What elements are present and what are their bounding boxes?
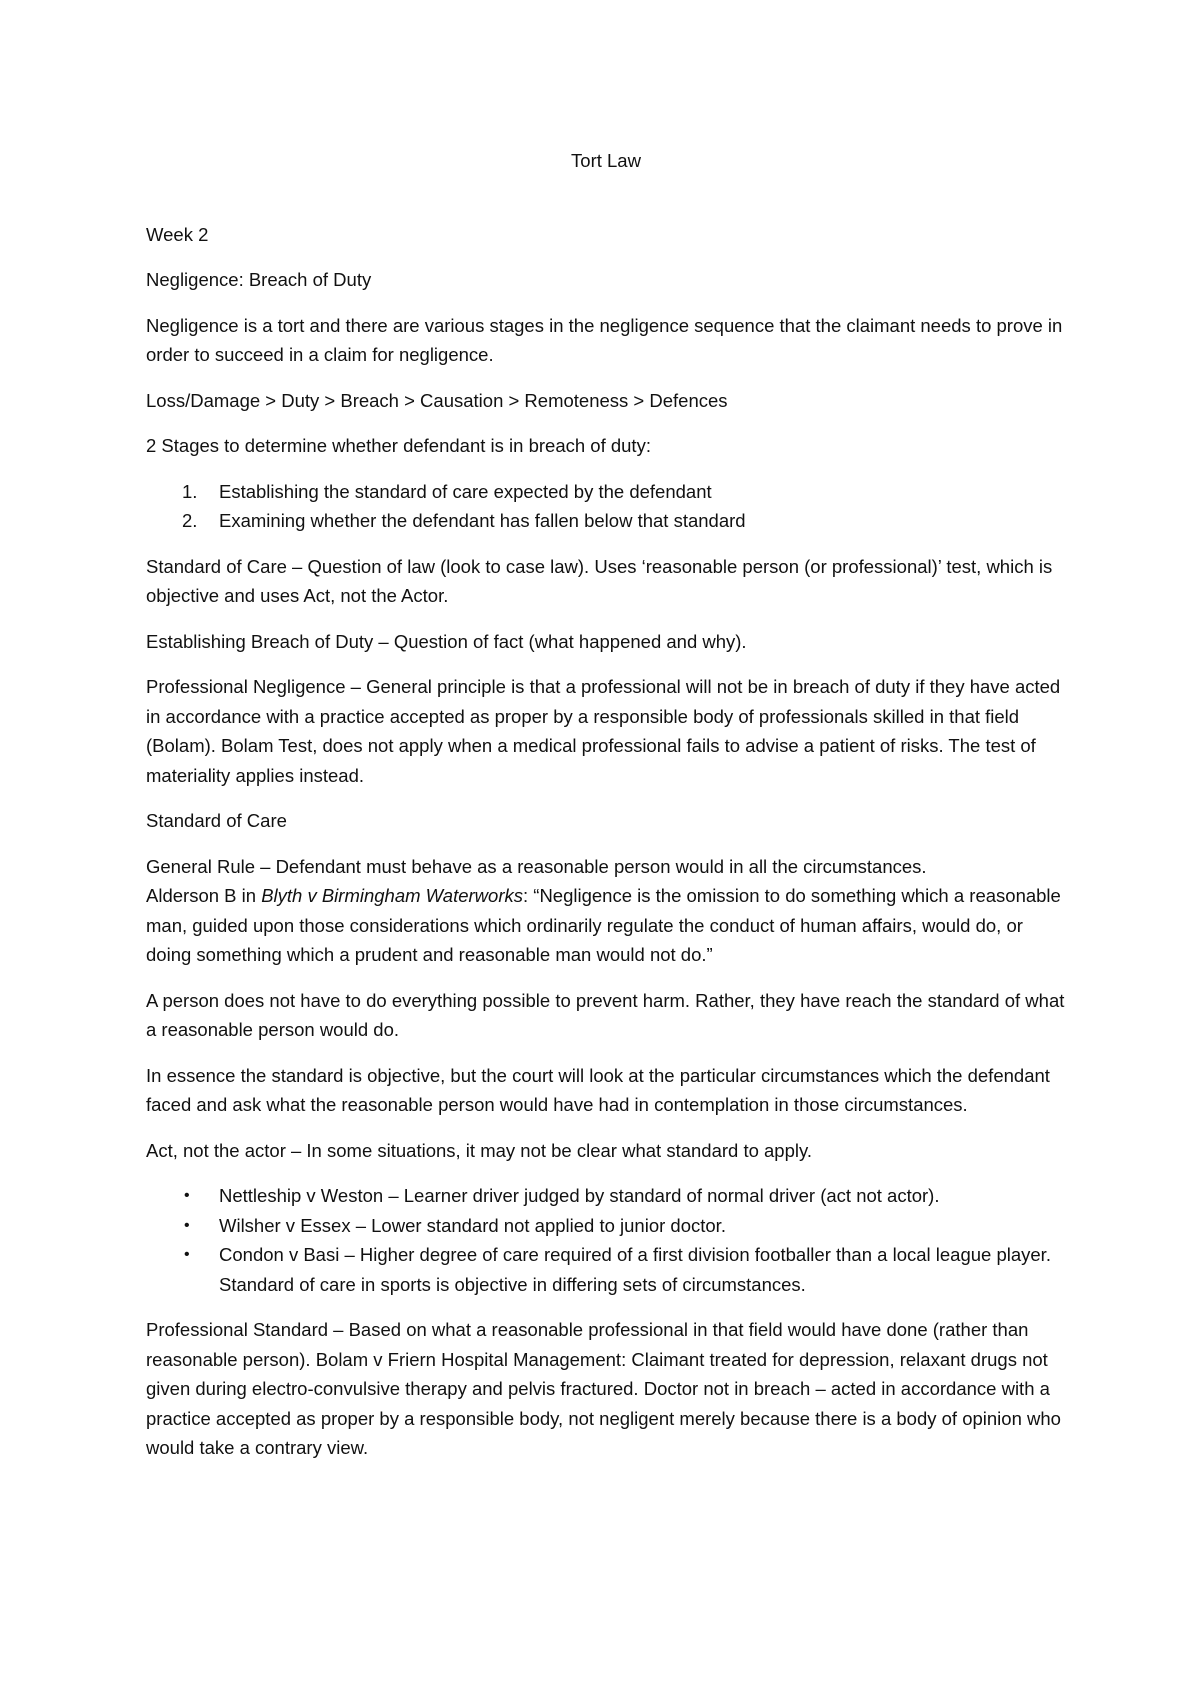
list-item-text: Establishing the standard of care expected by the defendant bbox=[219, 480, 712, 502]
week-label: Week 2 bbox=[146, 223, 209, 245]
reasonable-person-paragraph: A person does not have to do everything possible to prevent harm. Rather, they have reach the standard of what a reasonable person would do. bbox=[146, 989, 1065, 1040]
cases-list bbox=[146, 1181, 1066, 1299]
stages-list bbox=[146, 477, 1066, 536]
case-text: Nettleship v Weston – Learner driver judged by standard of normal driver (act not actor). bbox=[219, 1185, 940, 1206]
list-number: 2. bbox=[182, 510, 198, 531]
list-item bbox=[146, 477, 1066, 507]
list-item bbox=[146, 1240, 1066, 1299]
alderson-prefix: Alderson B in bbox=[146, 885, 262, 906]
general-rule-line: General Rule – Defendant must behave as a reasonable person would in all the circumstances. bbox=[146, 855, 927, 877]
standard-of-care-paragraph: Standard of Care – Question of law (look to case law). Uses ‘reasonable person (or professional)’ test, which is objective and uses Act, not the Actor. bbox=[146, 555, 1053, 606]
alderson-quote: : “Negligence is the omission to do something which a reasonable man, guided upon those considerations which ordinarily regulate the conduct of human affairs, would do, or doing something which a prudent and reasonable man would not do.” bbox=[146, 885, 1061, 965]
list-number: 1. bbox=[182, 480, 198, 502]
bullet-icon: • bbox=[184, 1246, 190, 1263]
professional-negligence-paragraph: Professional Negligence – General principle is that a professional will not be in breach of duty if they have acted in accordance with a practice accepted as proper by a responsible body of professionals skilled in that field (Bolam). Bolam Test, does not apply when a medical professional fails to advise a patient of risks. The test of materiality applies instead. bbox=[146, 676, 1061, 786]
list-item-text: Examining whether the defendant has fallen below that standard bbox=[219, 510, 746, 531]
bullet-icon: • bbox=[184, 1216, 190, 1234]
case-name-blyth: Blyth v Birmingham Waterworks bbox=[261, 885, 523, 906]
professional-standard-paragraph: Professional Standard – Based on what a reasonable professional in that field would have done (rather than reasonable person). Bolam v Friern Hospital Management: Claimant treated for depression, relaxant drugs not given during electro-convulsive therapy and pelvis fractured. Doctor not in breach – acted in accordance with a practice accepted as proper by a responsible body, not negligent merely because there is a body of opinion who would take a contrary view. bbox=[146, 1319, 1061, 1458]
bullet-icon: • bbox=[184, 1187, 190, 1204]
section-heading: Negligence: Breach of Duty bbox=[146, 269, 372, 290]
in-essence-paragraph: In essence the standard is objective, but the court will look at the particular circumstances which the defendant faced and ask what the reasonable person would have had in contemplation in those circumstances. bbox=[146, 1064, 1050, 1115]
document-title: Tort Law bbox=[571, 150, 641, 171]
standard-of-care-heading: Standard of Care bbox=[146, 810, 287, 831]
act-not-actor-paragraph: Act, not the actor – In some situations, it may not be clear what standard to apply. bbox=[146, 1139, 813, 1161]
stages-heading: 2 Stages to determine whether defendant is in breach of duty: bbox=[146, 435, 651, 456]
negligence-sequence: Loss/Damage > Duty > Breach > Causation > Remoteness > Defences bbox=[146, 389, 728, 411]
document-body bbox=[146, 146, 1066, 1479]
case-text: Wilsher v Essex – Lower standard not applied to junior doctor. bbox=[219, 1214, 726, 1236]
case-text: Condon v Basi – Higher degree of care required of a first division footballer than a local league player. Standard of care in sports is objective in differing sets of circumstances. bbox=[219, 1244, 1051, 1295]
alderson-paragraph bbox=[146, 885, 1061, 965]
list-item bbox=[146, 1211, 1066, 1241]
general-rule-block bbox=[146, 852, 1066, 970]
list-item bbox=[146, 506, 1066, 536]
list-item bbox=[146, 1181, 1066, 1211]
establishing-breach-paragraph: Establishing Breach of Duty – Question of fact (what happened and why). bbox=[146, 630, 747, 652]
intro-paragraph: Negligence is a tort and there are various stages in the negligence sequence that the claimant needs to prove in order to succeed in a claim for negligence. bbox=[146, 314, 1063, 365]
